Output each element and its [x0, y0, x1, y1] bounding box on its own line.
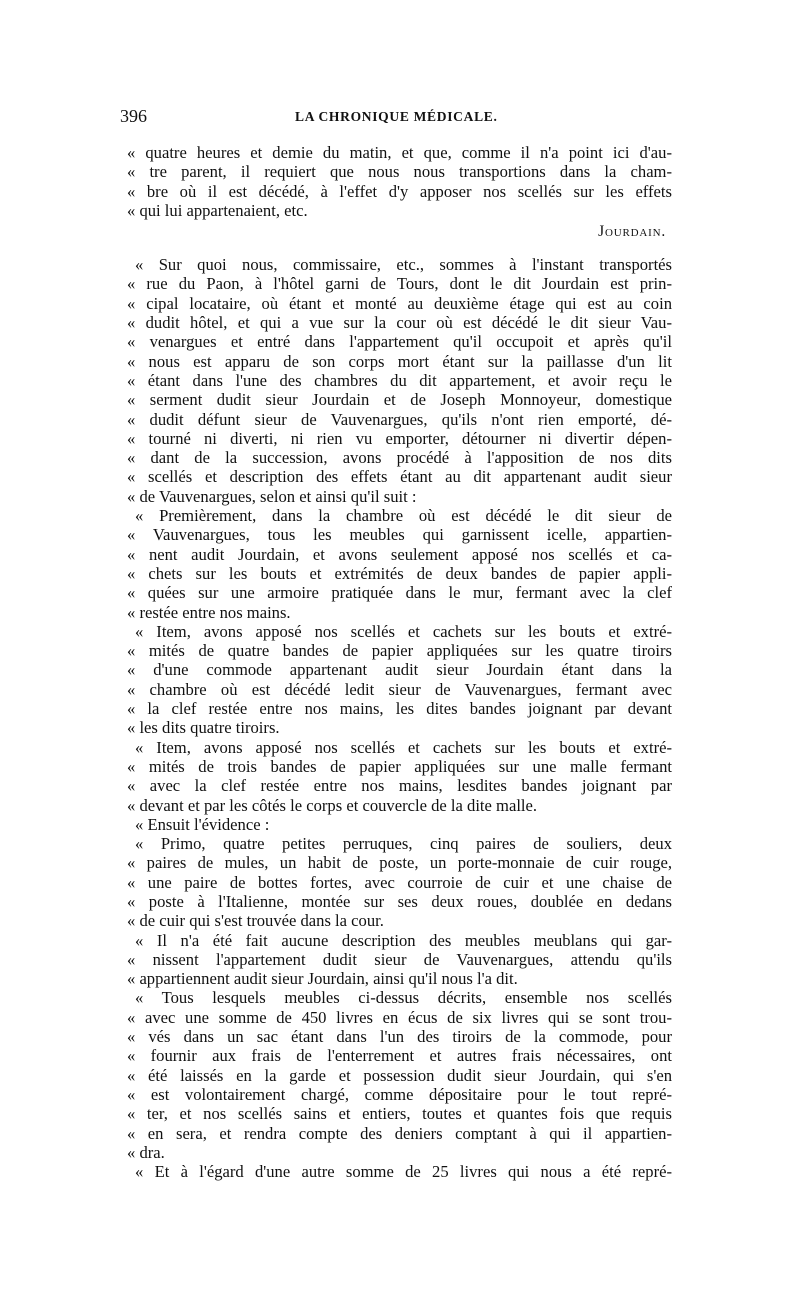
text-line: « chambre où est décédé ledit sieur de Vauvenargues, fermant avec [127, 679, 672, 699]
text-line: « dant de la succession, avons procédé à l'apposition de nos dits [127, 448, 672, 468]
text-line: « quées sur une armoire pratiquée dans le mur, fermant avec la clef [127, 583, 672, 603]
text-line: « avec une somme de 450 livres en écus de six livres qui se sont trou- [127, 1007, 672, 1027]
text-line: « chets sur les bouts et extrémités de deux bandes de papier appli- [127, 563, 672, 583]
text-line: « avec la clef restée entre nos mains, lesdites bandes joignant par [127, 776, 672, 796]
paragraph-block-2 [127, 255, 672, 1181]
text-line: « appartiennent audit sieur Jourdain, ainsi qu'il nous l'a dit. [127, 969, 518, 989]
text-line: « mités de quatre bandes de papier appliquées sur les quatre tiroirs [127, 641, 672, 661]
text-line: « est volontairement chargé, comme dépositaire pour le tout repré- [127, 1084, 672, 1104]
text-line: « Il n'a été fait aucune description des meubles meublans qui gar- [135, 930, 672, 950]
text-line: « dudit hôtel, et qui a vue sur la cour où est décédé le dit sieur Vau- [127, 313, 672, 333]
text-line: « Premièrement, dans la chambre où est décédé le dit sieur de [135, 506, 672, 526]
text-line: « la clef restée entre nos mains, les dites bandes joignant par devant [127, 699, 672, 719]
text-line: « tourné ni diverti, ni rien vu emporter, détourner ni divertir dépen- [127, 428, 672, 448]
text-line: « Ensuit l'évidence : [135, 814, 270, 834]
text-line: « d'une commode appartenant audit sieur Jourdain étant dans la [127, 660, 672, 680]
text-line: « fournir aux frais de l'enterrement et autres frais nécessaires, ont [127, 1046, 672, 1066]
signature-jourdain: Jourdain. [598, 223, 666, 241]
text-line: « ter, et nos scellés sains et entiers, toutes et quantes fois que requis [127, 1104, 672, 1124]
text-line: « Item, avons apposé nos scellés et cachets sur les bouts et extré- [135, 621, 672, 641]
paragraph-gap [127, 244, 672, 255]
text-line: « les dits quatre tiroirs. [127, 718, 280, 738]
paragraph-block-1 [127, 143, 672, 220]
page-header [120, 106, 680, 130]
text-line: « Tous lesquels meubles ci-dessus décrits, ensemble nos scellés [135, 988, 672, 1008]
text-line: « mités de trois bandes de papier appliquées sur une malle fermant [127, 756, 672, 776]
text-line: « Et à l'égard d'une autre somme de 25 livres qui nous a été repré- [135, 1162, 672, 1182]
text-line: « vés dans un sac étant dans l'un des tiroirs de la commode, pour [127, 1027, 672, 1047]
text-line: « nent audit Jourdain, et avons seulement apposé nos scellés et ca- [127, 544, 672, 564]
page-body [127, 143, 672, 1181]
text-line: « de Vauvenargues, selon et ainsi qu'il suit : [127, 486, 417, 506]
text-line: « scellés et description des effets étant au dit appartenant audit sieur [127, 467, 672, 487]
text-line: « serment dudit sieur Jourdain et de Joseph Monnoyeur, domestique [127, 390, 672, 410]
text-line: « restée entre nos mains. [127, 602, 291, 622]
text-line: « devant et par les côtés le corps et couvercle de la dite malle. [127, 795, 538, 815]
text-line: « bre où il est décédé, à l'effet d'y apposer nos scellés sur les effets [127, 181, 672, 201]
text-line: « Item, avons apposé nos scellés et cachets sur les bouts et extré- [135, 737, 672, 757]
text-line: « venargues et entré dans l'appartement qu'il occupoit et après qu'il [127, 332, 672, 352]
page-number: 396 [120, 106, 147, 126]
text-line: « poste à l'Italienne, montée sur ses deux roues, doublée en dedans [127, 891, 672, 911]
text-line: « paires de mules, un habit de poste, un porte-monnaie de cuir rouge, [127, 853, 672, 873]
text-line: « en sera, et rendra compte des deniers comptant à qui il appartien- [127, 1123, 672, 1143]
text-line: « de cuir qui s'est trouvée dans la cour. [127, 911, 384, 931]
text-line: « nous est apparu de son corps mort étant sur la paillasse d'un lit [127, 351, 672, 371]
running-title: LA CHRONIQUE MÉDICALE. [295, 109, 498, 124]
text-line: « tre parent, il requiert que nous nous transportions dans la cham- [127, 162, 672, 182]
text-line: « Primo, quatre petites perruques, cinq paires de souliers, deux [135, 834, 672, 854]
text-line: « quatre heures et demie du matin, et que, comme il n'a point ici d'au- [127, 143, 672, 162]
text-line: « étant dans l'une des chambres du dit appartement, et avoir reçu le [127, 370, 672, 390]
text-line: « Sur quoi nous, commissaire, etc., sommes à l'instant transportés [135, 255, 672, 275]
text-line: « rue du Paon, à l'hôtel garni de Tours, dont le dit Jourdain est prin- [127, 274, 672, 294]
text-line: « cipal locataire, où étant et monté au deuxième étage qui est au coin [127, 293, 672, 313]
text-line: « dra. [127, 1142, 165, 1162]
text-line: « été laissés en la garde et possession dudit sieur Jourdain, qui s'en [127, 1065, 672, 1085]
text-line: « qui lui appartenaient, etc. [127, 200, 308, 220]
text-line: « dudit défunt sieur de Vauvenargues, qu'ils n'ont rien emporté, dé- [127, 409, 672, 429]
text-line: « Vauvenargues, tous les meubles qui garnissent icelle, appartien- [127, 525, 672, 545]
text-line: « une paire de bottes fortes, avec courroie de cuir et une chaise de [127, 872, 672, 892]
text-line: « nissent l'appartement dudit sieur de Vauvenargues, attendu qu'ils [127, 949, 672, 969]
